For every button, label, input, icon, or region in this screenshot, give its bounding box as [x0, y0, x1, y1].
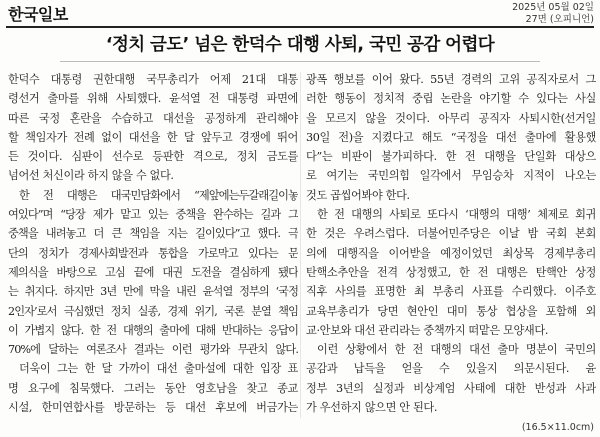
text-line: 한덕수 대통령 권한대행 국무총리가 어제 21대 대통 — [8, 73, 298, 86]
text-line: 직후 사의를 표명한 최 부총리 사표를 수리했다. 이주호 — [306, 285, 596, 299]
text-line: 을 모르지 않을 것이다. 아무리 공직자 사퇴시한(선거일 — [306, 111, 596, 125]
text-line: 따른 국정 혼란을 수습하고 대선을 공정하게 관리해야 — [8, 111, 298, 125]
text-line: 러한 행동이 정치적 중립 논란을 야기할 수 있다는 사실 — [306, 92, 596, 106]
text-line: 교·안보와 대선 관리라는 중책까지 떠맡은 모양새다. — [306, 323, 549, 337]
text-line: 는 취지다. 하지만 3년 만에 막을 내린 윤석열 정부의 ‘국정 — [8, 285, 298, 299]
top-rule — [6, 26, 594, 28]
article-column-left — [8, 70, 298, 417]
text-line: 든 것이다. 심판이 선수로 등판한 격으로, 정치 금도를 — [8, 150, 298, 164]
text-line: 령선거 출마를 위해 사퇴했다. 윤석열 전 대통령 파면에 — [8, 92, 298, 106]
text-line: 정부 3년의 실정과 비상계엄 사태에 대한 반성과 사과 — [306, 381, 596, 395]
text-line: 더욱이 그는 한 달 가까이 대선 출마설에 대한 입장 표 — [19, 362, 298, 376]
text-line: 시설, 한미연합사를 방문하는 등 대선 후보에 버금가는 — [8, 401, 298, 415]
text-line: 광폭 행보를 이어 왔다. 55년 경력의 고위 공직자로서 그 — [306, 73, 596, 86]
headline: ‘정치 금도’ 넘은 한덕수 대행 사퇴, 국민 공감 어렵다 — [105, 35, 495, 55]
publication-date: 2025년 05월 02일 — [512, 2, 594, 13]
page-section: 27면 (오피니언) — [525, 14, 594, 25]
article-column-right — [306, 70, 596, 417]
text-line: 이 가볍지 않다. 한 전 대행의 출마에 대해 반대하는 응답이 — [8, 323, 298, 337]
publication-meta — [512, 2, 594, 26]
text-line: 다”는 비판이 불가피하다. 한 전 대행을 단일화 대상으 — [306, 150, 596, 164]
text-line: 단의 정치가 경제사회발전과 통합을 가로막고 있다는 문 — [8, 246, 298, 260]
text-line: 여있다”며 “당장 제가 맡고 있는 중책을 완수하는 길과 그 — [8, 208, 298, 222]
text-line: 넘어선 처신이라 하지 않을 수 없다. — [8, 169, 174, 183]
text-line: 할 책임자가 전례 없이 대선을 한 달 앞두고 경쟁에 뛰어 — [8, 130, 298, 144]
text-line: 2인자’로서 극심했던 정치 실종, 경제 위기, 국론 분열 책임 — [8, 304, 298, 318]
text-line: 한 전 대행의 사퇴로 또다시 ‘대행의 대행’ 체제로 회귀 — [317, 208, 596, 222]
text-line: 것도 곱씹어봐야 한다. — [306, 188, 410, 202]
text-line: 30일 전)을 지켰다고 해도 “국정을 대선 출마에 활용했 — [306, 130, 596, 144]
text-line: 교육부총리가 당면 현안인 대미 통상 협상을 포함해 외 — [306, 304, 596, 318]
text-line: 70%에 달하는 여론조사 결과는 이런 평가와 무관치 않다. — [8, 343, 298, 357]
headline-rule — [60, 61, 540, 62]
text-line: 중책을 내려놓고 더 큰 책임을 지는 길이있다”고 했다. 극 — [8, 227, 298, 241]
text-line: 한 전 대행은 대국민담화에서 “제앞에는두갈래길이놓 — [19, 188, 298, 202]
text-line: 이런 상황에서 한 전 대행의 대선 출마 명분이 국민의 — [317, 343, 596, 357]
text-line: 명 요구에 침묵했다. 그러는 동안 영호남을 찾고 종교 — [8, 381, 298, 395]
text-line: 의에 대행직을 이어받을 예정이었던 최상목 경제부총리 — [306, 246, 596, 260]
text-line: 가 우선하지 않으면 안 된다. — [306, 401, 438, 415]
text-line: 탄핵소추안을 전격 상정했고, 한 전 대행은 탄핵안 상정 — [306, 265, 596, 279]
text-line: 한 것은 우려스럽다. 더불어민주당은 이날 밤 국회 본회 — [306, 227, 596, 241]
text-line: 공감과 납득을 얻을 수 있을지 의문시된다. 윤 — [306, 362, 596, 376]
column-divider — [300, 72, 301, 418]
clipping-size-note: (16.5×11.0cm) — [521, 422, 594, 433]
newspaper-logo: 한국일보 — [8, 4, 68, 24]
text-line: 제의식을 바탕으로 고심 끝에 대권 도전을 결심하게 됐다 — [8, 265, 298, 279]
text-line: 로 여기는 국민의힘 일각에서 무임승차 지적이 나오는 — [306, 169, 596, 183]
masthead — [8, 3, 68, 23]
